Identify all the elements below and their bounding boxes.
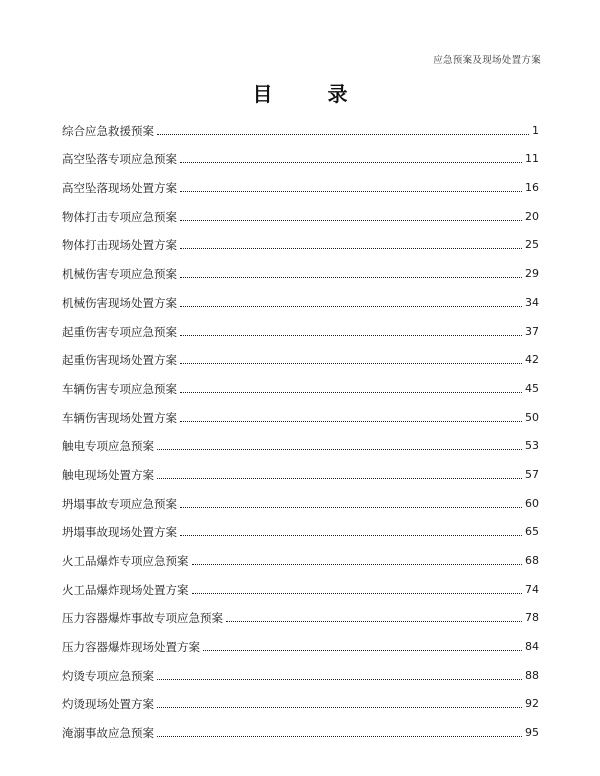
- toc-entry-page-number: 34: [525, 295, 539, 309]
- toc-entry-label: 压力容器爆炸现场处置方案: [62, 640, 200, 655]
- toc-entry[interactable]: [62, 482, 539, 511]
- toc-entry-label: 触电现场处置方案: [62, 467, 154, 482]
- toc-dot-leader: [157, 448, 522, 450]
- toc-dot-leader: [157, 706, 522, 708]
- toc-entry[interactable]: [62, 166, 539, 195]
- running-header: 应急预案及现场处置方案: [433, 55, 541, 66]
- toc-dot-leader: [157, 133, 529, 135]
- toc-entry-label: 淹溺事故应急预案: [62, 726, 154, 741]
- toc-entry[interactable]: [62, 625, 539, 654]
- toc-entry-label: 物体打击专项应急预案: [62, 209, 177, 224]
- toc-entry[interactable]: [62, 281, 539, 310]
- toc-entry-page-number: 53: [525, 439, 539, 453]
- toc-entry-page-number: 1: [532, 123, 539, 137]
- toc-dot-leader: [180, 534, 522, 536]
- toc-entry[interactable]: [62, 195, 539, 224]
- toc-entry-label: 高空坠落专项应急预案: [62, 152, 177, 167]
- toc-dot-leader: [180, 247, 522, 249]
- toc-entry-page-number: 60: [525, 496, 539, 510]
- toc-entry-label: 坍塌事故专项应急预案: [62, 496, 177, 511]
- toc-entry-label: 灼烫专项应急预案: [62, 668, 154, 683]
- toc-entry-page-number: 84: [525, 640, 539, 654]
- toc-entry[interactable]: [62, 597, 539, 626]
- toc-entry-page-number: 45: [525, 381, 539, 395]
- toc-entry[interactable]: [62, 310, 539, 339]
- toc-entry-label: 物体打击现场处置方案: [62, 238, 177, 253]
- toc-dot-leader: [180, 420, 522, 422]
- toc-entry-page-number: 16: [525, 181, 539, 195]
- toc-entry[interactable]: [62, 425, 539, 454]
- toc-entry-page-number: 95: [525, 726, 539, 740]
- toc-entry-page-number: 29: [525, 267, 539, 281]
- toc-entry[interactable]: [62, 654, 539, 683]
- table-of-contents: [62, 109, 539, 740]
- toc-entry-label: 车辆伤害现场处置方案: [62, 410, 177, 425]
- toc-entry-label: 起重伤害专项应急预案: [62, 324, 177, 339]
- toc-entry[interactable]: [62, 683, 539, 712]
- toc-entry-label: 车辆伤害专项应急预案: [62, 381, 177, 396]
- toc-entry[interactable]: [62, 539, 539, 568]
- toc-entry[interactable]: [62, 711, 539, 740]
- toc-entry-label: 触电专项应急预案: [62, 439, 154, 454]
- toc-dot-leader: [180, 506, 522, 508]
- toc-dot-leader: [157, 678, 522, 680]
- toc-dot-leader: [180, 190, 522, 192]
- toc-dot-leader: [203, 649, 522, 651]
- toc-dot-leader: [180, 161, 522, 163]
- toc-dot-leader: [180, 219, 522, 221]
- toc-entry-page-number: 42: [525, 353, 539, 367]
- toc-dot-leader: [226, 620, 522, 622]
- toc-entry-page-number: 74: [525, 582, 539, 596]
- toc-entry-page-number: 11: [525, 152, 539, 166]
- toc-entry[interactable]: [62, 453, 539, 482]
- toc-entry-label: 起重伤害现场处置方案: [62, 353, 177, 368]
- toc-entry[interactable]: [62, 252, 539, 281]
- toc-dot-leader: [180, 334, 522, 336]
- toc-entry-page-number: 57: [525, 467, 539, 481]
- toc-entry-page-number: 50: [525, 410, 539, 424]
- toc-entry-label: 火工品爆炸专项应急预案: [62, 554, 189, 568]
- toc-entry[interactable]: [62, 224, 539, 253]
- toc-dot-leader: [157, 477, 522, 479]
- toc-entry-label: 火工品爆炸现场处置方案: [62, 582, 189, 597]
- toc-entry-label: 压力容器爆炸事故专项应急预案: [62, 611, 223, 626]
- toc-entry-label: 坍塌事故现场处置方案: [62, 525, 177, 540]
- toc-entry-label: 灼烫现场处置方案: [62, 697, 154, 712]
- toc-entry[interactable]: [62, 568, 539, 597]
- toc-title: 目 录: [252, 82, 372, 106]
- toc-entry-label: 高空坠落现场处置方案: [62, 181, 177, 196]
- toc-dot-leader: [192, 592, 523, 594]
- toc-entry[interactable]: [62, 138, 539, 167]
- toc-entry[interactable]: [62, 396, 539, 425]
- toc-dot-leader: [157, 735, 522, 737]
- toc-entry[interactable]: [62, 109, 539, 138]
- toc-entry-label: 综合应急救援预案: [62, 123, 154, 138]
- toc-dot-leader: [180, 391, 522, 393]
- toc-dot-leader: [192, 563, 523, 565]
- toc-entry-page-number: 25: [525, 238, 539, 252]
- toc-entry-label: 机械伤害专项应急预案: [62, 267, 177, 282]
- toc-entry-label: 机械伤害现场处置方案: [62, 295, 177, 310]
- toc-entry-page-number: 20: [525, 209, 539, 223]
- toc-entry-page-number: 68: [525, 554, 539, 567]
- toc-entry-page-number: 37: [525, 324, 539, 338]
- toc-entry[interactable]: [62, 511, 539, 540]
- toc-entry-page-number: 92: [525, 697, 539, 711]
- toc-dot-leader: [180, 305, 522, 307]
- toc-dot-leader: [180, 362, 522, 364]
- toc-entry[interactable]: [62, 367, 539, 396]
- toc-entry-page-number: 88: [525, 668, 539, 682]
- toc-entry-page-number: 65: [525, 525, 539, 539]
- toc-entry[interactable]: [62, 339, 539, 368]
- toc-dot-leader: [180, 276, 522, 278]
- toc-entry-page-number: 78: [525, 611, 539, 625]
